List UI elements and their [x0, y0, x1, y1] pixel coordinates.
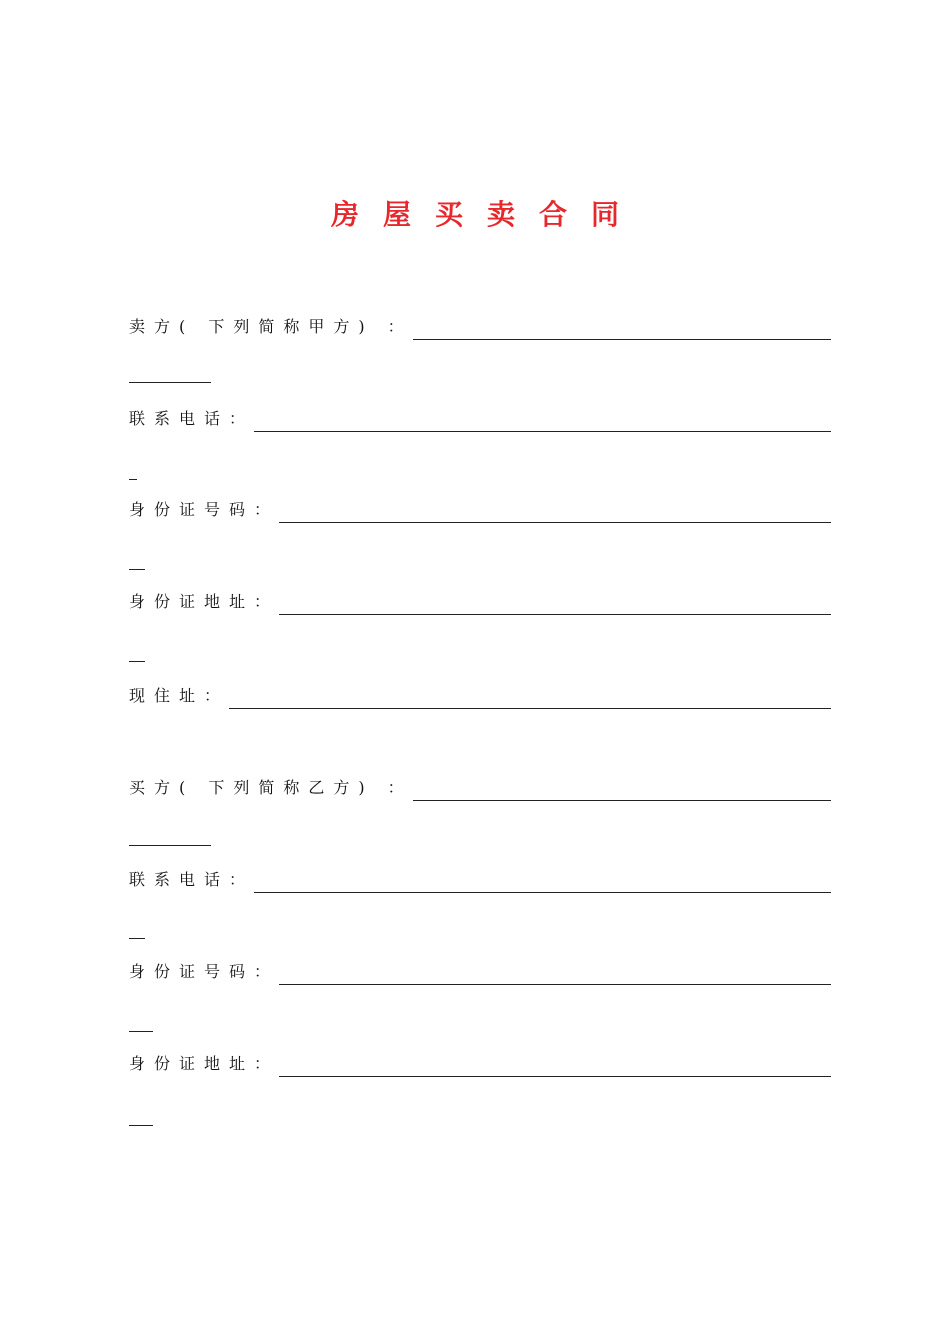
seller-party-blank[interactable] [413, 339, 831, 340]
buyer-party-row [129, 775, 831, 801]
buyer-id-address-row [129, 1051, 831, 1077]
seller-party-label: 卖方( 下列简称甲方) ： [129, 317, 413, 336]
seller-phone-label: 联系电话： [129, 409, 255, 428]
seller-id-address-row [129, 589, 831, 615]
buyer-phone-blank-continuation[interactable] [129, 938, 145, 939]
buyer-id-number-blank[interactable] [279, 984, 831, 985]
buyer-id-address-blank-continuation[interactable] [129, 1125, 153, 1126]
seller-id-number-blank[interactable] [279, 522, 831, 523]
seller-current-address-blank[interactable] [229, 708, 831, 709]
document-title: 房屋买卖合同 [330, 198, 643, 231]
seller-phone-blank[interactable] [254, 431, 831, 432]
buyer-party-label: 买方( 下列简称乙方) ： [129, 778, 413, 797]
seller-current-address-label: 现住址： [129, 686, 230, 705]
seller-id-number-label: 身份证号码： [129, 500, 280, 519]
seller-current-address-row [129, 683, 831, 709]
buyer-id-address-label: 身份证地址： [129, 1054, 280, 1073]
buyer-id-number-blank-continuation[interactable] [129, 1031, 153, 1032]
seller-party-blank-continuation[interactable] [129, 382, 211, 383]
seller-phone-row [129, 406, 831, 432]
buyer-party-blank[interactable] [413, 800, 831, 801]
seller-party-row [129, 314, 831, 340]
buyer-party-blank-continuation[interactable] [129, 845, 211, 846]
seller-phone-blank-continuation[interactable] [129, 479, 137, 480]
seller-id-address-blank-continuation[interactable] [129, 661, 145, 662]
buyer-id-number-row [129, 959, 831, 985]
buyer-id-number-label: 身份证号码： [129, 962, 280, 981]
buyer-phone-row [129, 867, 831, 893]
seller-id-number-blank-continuation[interactable] [129, 569, 145, 570]
buyer-phone-blank[interactable] [254, 892, 831, 893]
seller-id-address-label: 身份证地址： [129, 592, 280, 611]
seller-id-address-blank[interactable] [279, 614, 831, 615]
seller-id-number-row [129, 497, 831, 523]
buyer-phone-label: 联系电话： [129, 870, 255, 889]
buyer-id-address-blank[interactable] [279, 1076, 831, 1077]
